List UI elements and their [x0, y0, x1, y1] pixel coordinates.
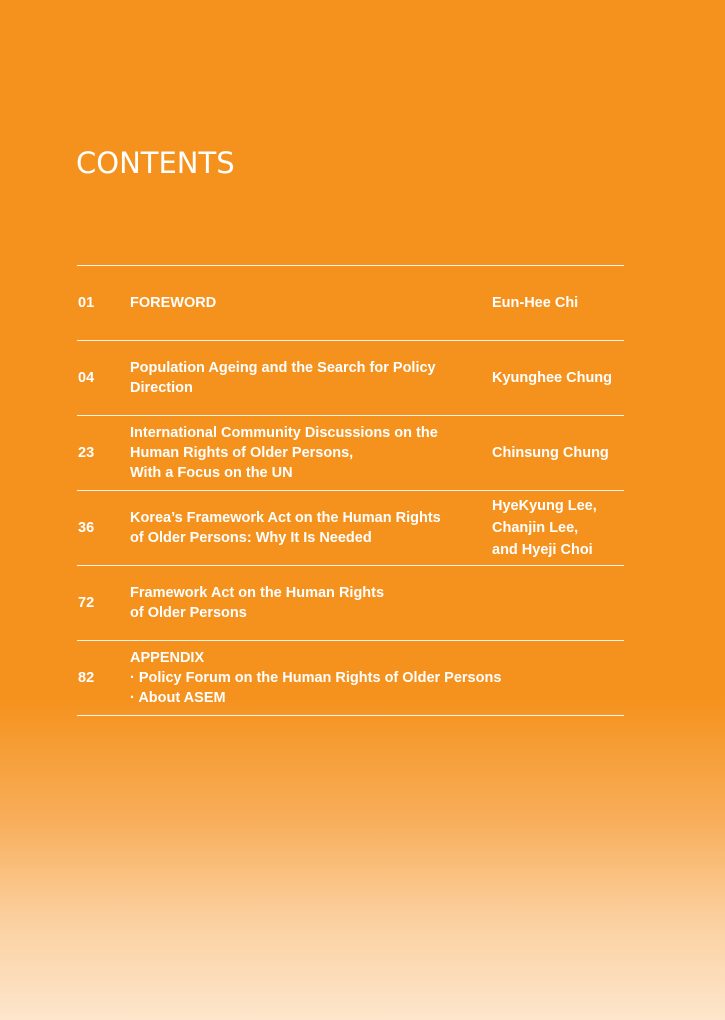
chapter-title-line: International Community Discussions on the — [130, 425, 438, 441]
chapter-title-line: FOREWORD — [130, 295, 217, 311]
chapter-title-line: of Older Persons — [130, 605, 247, 621]
author-line: and Hyeji Choi — [492, 542, 593, 558]
chapter-title — [130, 648, 570, 708]
chapter-author — [492, 367, 612, 389]
toc-row-foreword[interactable] — [77, 266, 624, 341]
author-line: HyeKyung Lee, — [492, 498, 597, 514]
chapter-title — [130, 508, 470, 548]
chapter-title-line: Population Ageing and the Search for Policy — [130, 360, 436, 376]
page-number: 36 — [78, 520, 95, 536]
toc-row-population-ageing[interactable] — [77, 341, 624, 416]
chapter-title — [130, 583, 470, 623]
chapter-title-line: of Older Persons: Why It Is Needed — [130, 530, 372, 546]
author-line: Kyunghee Chung — [492, 370, 613, 386]
page-number: 82 — [78, 670, 95, 686]
table-of-contents — [77, 265, 624, 716]
chapter-title — [130, 358, 470, 398]
chapter-title-line: With a Focus on the UN — [130, 465, 293, 481]
chapter-title-line: APPENDIX — [130, 650, 205, 666]
page-title: CONTENTS — [76, 146, 235, 180]
page-number: 01 — [78, 295, 95, 311]
toc-row-korea-framework-act[interactable] — [77, 491, 624, 566]
toc-row-framework-act[interactable] — [77, 566, 624, 641]
chapter-author — [492, 442, 609, 464]
appendix-item: · About ASEM — [130, 690, 226, 706]
toc-row-appendix[interactable] — [77, 641, 624, 716]
page-number: 23 — [78, 445, 95, 461]
chapter-title-line: Human Rights of Older Persons, — [130, 445, 354, 461]
toc-row-international-community[interactable] — [77, 416, 624, 491]
author-line: Chinsung Chung — [492, 445, 609, 461]
chapter-title-line: Direction — [130, 380, 193, 396]
author-line: Chanjin Lee, — [492, 520, 579, 536]
chapter-author — [492, 292, 578, 314]
chapter-title-line: Framework Act on the Human Rights — [130, 585, 385, 601]
chapter-author — [492, 495, 597, 561]
chapter-title-line: Korea’s Framework Act on the Human Rights — [130, 510, 441, 526]
page-number: 04 — [78, 370, 95, 386]
author-line: Eun-Hee Chi — [492, 295, 579, 311]
appendix-item: · Policy Forum on the Human Rights of Older Persons — [130, 670, 502, 686]
chapter-title — [130, 423, 470, 483]
chapter-title — [130, 293, 470, 313]
page-number: 72 — [78, 595, 95, 611]
